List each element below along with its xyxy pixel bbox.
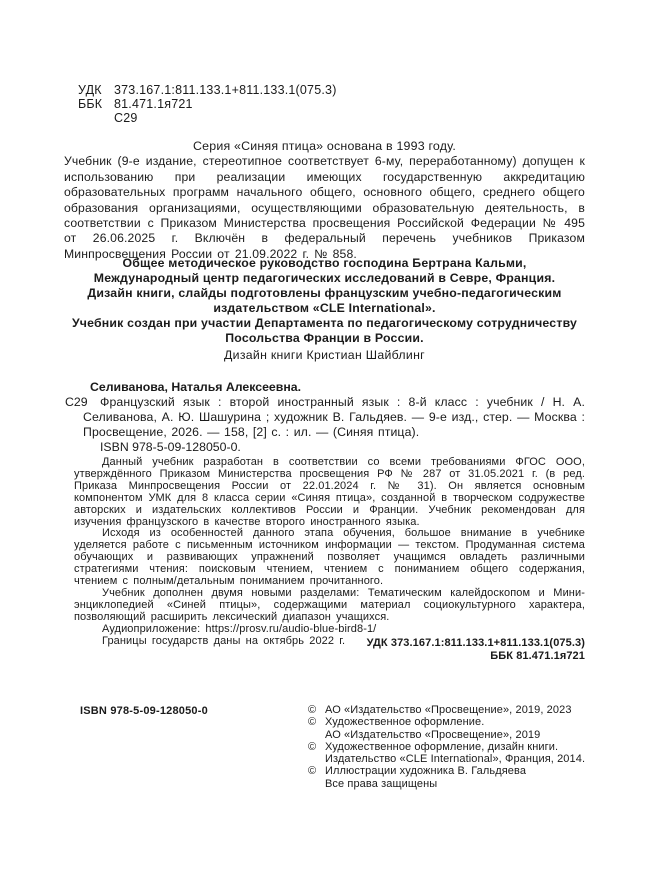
udk-bbk-footer [64,634,585,663]
bbk-footer-line: ББК 81.471.1я721 [490,649,585,662]
copyright-symbol: © [308,704,317,716]
author-sign: С29 [114,111,138,125]
catalog-code: С29 [65,395,88,409]
credits-line: Международный центр педагогических исследований в Севре, Франция. [93,270,556,285]
isbn-line: ISBN 978-5-09-128050-0. [100,440,241,454]
credits-line: издательством «CLE International». [213,300,436,315]
credits-line: Посольства Франции в России. [225,330,424,345]
author-sign-line [78,111,337,125]
copyright-item [308,765,585,777]
annotation-paragraph: Исходя из особенностей данного этапа обучения, большое внимание в учебнике уделяется работе с письменным источником информации — текстом. Продуманная система обучающих и развивающих упражнений позволяет учащимся овладеть различными стратегиями чтения: поисковым чтением, чтением с пониманием общего содержания, чтением с полным/детальным пониманием прочитанного. [74,527,585,588]
annotation-block [74,457,585,648]
bbk-value: 81.471.1я721 [114,97,193,111]
annotation-paragraph: Данный учебник разработан в соответствии со всеми требованиями ФГОС ООО, утверждённого Приказом Министерства просвещения РФ № 287 от 31.05.2021 г. (в ред. Приказа Минпросвещения России от 22.01.2024 г. № 31). Он является основным компонентом УМК для 8 класса серии «Синяя птица», созданной в творческом содружестве авторских и издательских коллективов России и Франции. Учебник рекомендован для изучения французского в качестве второго иностранного языка. [74,456,585,528]
udk-bbk-header [78,83,337,125]
annotation-paragraph: Учебник дополнен двумя новыми разделами: Тематическим калейдоскопом и Мини-энциклопедией «Синей птицы», содержащими материал социокультурного характера, позволяющий расширить лексический диапазон учащихся. [74,586,585,623]
copyright-symbol: © [308,765,317,778]
catalog-card [64,380,585,455]
methodological-credits [64,256,585,345]
audio-app-line: Аудиоприложение: https://prosv.ru/audio-blue-bird8-1/ [102,622,377,635]
copyright-text: АО «Издательство «Просвещение», 2019 [325,728,541,741]
udk-code-line [78,83,337,97]
copyright-item [308,753,585,765]
copyright-symbol [308,778,325,790]
copyright-text: Все права защищены [325,777,438,790]
bbk-code-line [78,97,337,111]
copyright-text: Иллюстрации художника В. Гальдяева [325,765,527,778]
catalog-entry: Французский язык : второй иностранный язык : 8-й класс : учебник / Н. А. Селиванова, А. Ю. Шашурина ; художник В. Гальдяев. — 9-е изд., стер. — Москва : Просвещение, 2026. — 158, [2] с. : ил. — (Синяя птица). [83,395,585,439]
bbk-label: ББК [78,97,103,111]
copyright-item [308,716,585,728]
borders-note: Границы государств даны на октябрь 2022 г. [102,634,346,647]
copyright-symbol [308,753,325,765]
udk-value: 373.167.1:811.133.1+811.133.1(075.3) [114,83,337,97]
copyright-text: Издательство «CLE International», Франция, 2014. [325,753,586,766]
copyright-text: АО «Издательство «Просвещение», 2019, 2023 [325,704,572,716]
approval-paragraph: Учебник (9-е издание, стереотипное соответствует 6-му, переработанному) допущен к использованию при реализации имеющих государственную аккредитацию образовательных программ начального общего, основного общего, среднего общего образования организациями, осуществляющими образовательную деятельность, в соответствии с Приказом Министерства просвещения Российской Федерации № 495 от 26.06.2025 г. Включён в федеральный перечень учебников Приказом Минпросвещения России от 21.09.2022 г. № 858. [64,154,585,261]
author-heading: Селиванова, Наталья Алексеевна. [90,380,301,394]
udk-footer-line: УДК 373.167.1:811.133.1+811.133.1(075.3) [366,637,585,649]
copyright-item [308,778,585,790]
catalog-entry-row [64,395,585,440]
copyright-symbol: © [308,740,317,753]
copyright-list [308,704,585,790]
credits-line: Дизайн книги, слайды подготовлены французским учебно-педагогическим [87,285,562,300]
credits-line: Общее методическое руководство господина Бертрана Кальми, [122,256,527,270]
copyright-item [308,704,585,716]
copyright-symbol [308,729,325,741]
udk-label: УДК [78,83,102,97]
credits-line: Учебник создан при участии Департамента по педагогическому сотрудничеству [71,315,578,330]
isbn-footer: ISBN 978-5-09-128050-0 [80,705,208,717]
copyright-symbol: © [308,716,317,729]
copyright-text: Художественное оформление, дизайн книги. [325,740,559,753]
series-note: Серия «Синяя птица» основана в 1993 году. [193,139,456,153]
copyright-item [308,729,585,741]
copyright-item [308,741,585,753]
copyright-text: Художественное оформление. [325,716,485,729]
series-approval-block [64,139,585,262]
designer-credit: Дизайн книги Кристиан Шайблинг [224,348,425,362]
